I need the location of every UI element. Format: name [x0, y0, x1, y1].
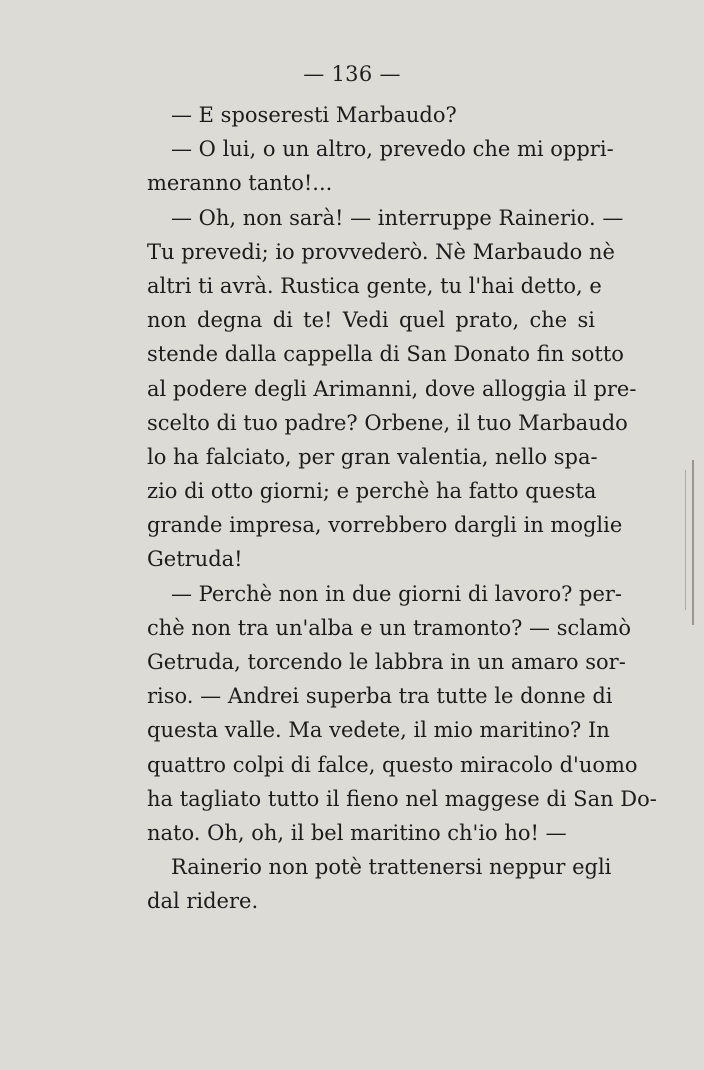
text-line: riso. — Andrei superba tra tutte le donne di [147, 684, 613, 709]
page-number: — 136 — [303, 62, 401, 86]
text-line: Getruda, torcendo le labbra in un amaro sor- [147, 650, 626, 674]
text-line: lo ha falciato, per gran valentia, nello spa- [147, 444, 598, 469]
text-line: — E sposeresti Marbaudo? [171, 103, 457, 127]
text-line: zio di otto giorni; e perchè ha fatto questa [147, 479, 597, 504]
text-line: al podere degli Arimanni, dove alloggia il pre- [147, 376, 637, 401]
page-edge-shadow [692, 460, 694, 625]
text-line: questa valle. Ma vedete, il mio maritino? In [147, 718, 610, 743]
text-line: chè non tra un'alba e un tramonto? — sclamò [147, 615, 632, 640]
text-line: altri ti avrà. Rustica gente, tu l'hai detto, e [147, 273, 602, 298]
text-line: scelto di tuo padre? Orbene, il tuo Marbaudo [147, 410, 628, 435]
text-line: stende dalla cappella di San Donato fin sotto [147, 342, 624, 367]
page-edge-shadow [685, 470, 686, 610]
body-text [147, 98, 657, 919]
text-line: — O lui, o un altro, prevedo che mi oppri- [171, 137, 614, 162]
text-line: Tu prevedi; io provvederò. Nè Marbaudo nè [147, 239, 615, 264]
text-line: dal ridere. [147, 889, 259, 914]
text-line: nato. Oh, oh, il bel maritino ch'io ho! — [147, 820, 567, 845]
text-line: Getruda! [147, 547, 243, 572]
text-line: — Perchè non in due giorni di lavoro? per- [171, 581, 623, 606]
text-line: Rainerio non potè trattenersi neppur egli [171, 855, 612, 880]
text-line: quattro colpi di falce, questo miracolo d'uomo [147, 752, 638, 777]
text-line: — Oh, non sarà! — interruppe Rainerio. — [171, 205, 624, 230]
text-line: meranno tanto!... [147, 171, 333, 196]
text-line: non degna di te! Vedi quel prato, che si [147, 308, 595, 333]
text-line: ha tagliato tutto il fieno nel maggese di San Do- [147, 786, 657, 811]
text-line: grande impresa, vorrebbero dargli in moglie [147, 513, 623, 538]
